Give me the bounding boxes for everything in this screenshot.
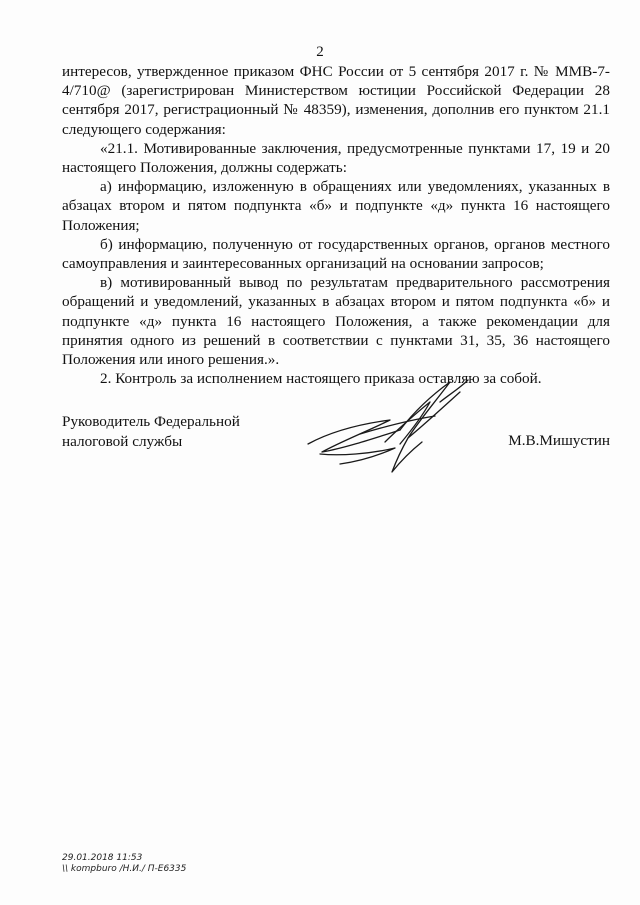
paragraph-item-a: а) информацию, изложенную в обращениях или уведомлениях, указанных в абзацах втором и пятом подпункта «б» и подпункте «д» пункта 16 настоящего Положения; — [62, 178, 610, 234]
signatory-position-line2: налоговой службы — [62, 432, 183, 450]
footer-timestamp: 29.01.2018 11:53 — [62, 853, 143, 863]
signatory-name: М.В.Мишустин — [508, 432, 610, 449]
paragraph-intro: интересов, утвержденное приказом ФНС России от 5 сентября 2017 г. № ММВ-7-4/710@ (зарегистрирован Министерством юстиции Российской Федерации 28 сентября 2017, регистрационный № 48359), изменения, дополнив его пунктом 21.1 следующего содержания: — [62, 63, 610, 138]
footer-operator: \\ kompburo /Н.И./ П-Е6335 — [62, 864, 187, 874]
handwritten-signature-icon — [300, 372, 475, 487]
paragraph-control: 2. Контроль за исполнением настоящего приказа оставляю за собой. — [100, 370, 542, 388]
footer-stamp — [62, 853, 186, 875]
signatory-position-line1: Руководитель Федеральной — [62, 413, 240, 430]
document-body — [62, 62, 610, 388]
page-number: 2 — [316, 44, 324, 60]
paragraph-clause-21-1: «21.1. Мотивированные заключения, предусмотренные пунктами 17, 19 и 20 настоящего Положения, должны содержать: — [62, 139, 610, 177]
paragraph-item-v: в) мотивированный вывод по результатам предварительного рассмотрения обращений и уведомлений, указанных в абзацах втором и пятом подпункта «б» и подпункте «д» пункта 16 настоящего Положения, а также рекомендации для принятия одного из решений в соответствии с пунктами 31, 35, 36 настоящего Положения или иного решения.». — [62, 274, 610, 369]
paragraph-item-b: б) информацию, полученную от государственных органов, органов местного самоуправления и заинтересованных организаций на основании запросов; — [62, 235, 610, 273]
signatory-position — [62, 412, 240, 451]
